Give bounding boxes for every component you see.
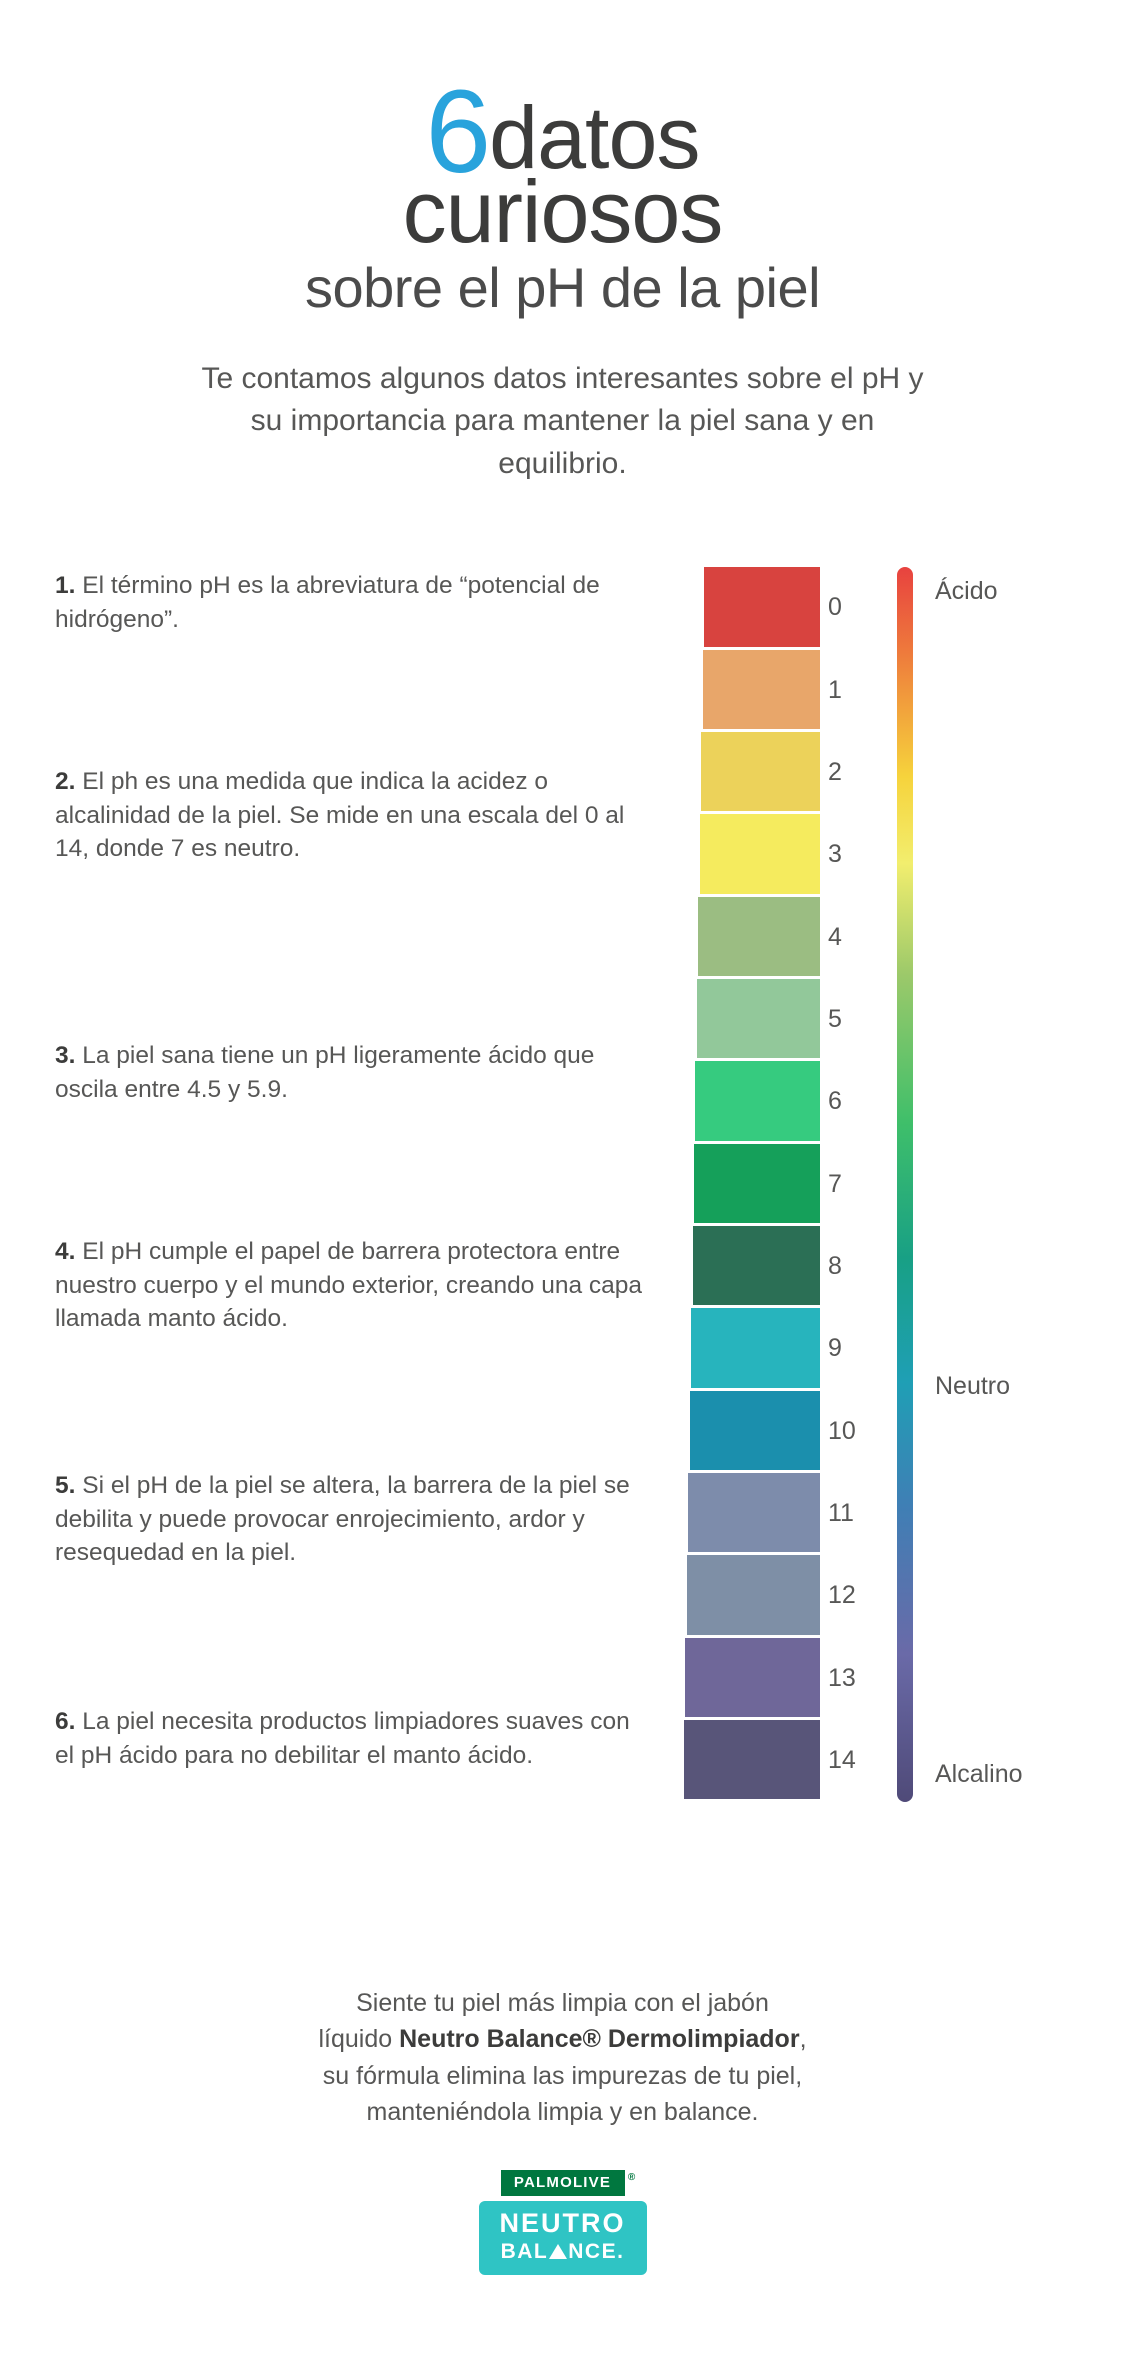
ph-band <box>701 732 820 814</box>
triangle-a-icon <box>549 2244 567 2259</box>
ph-color-strip <box>690 567 820 1802</box>
fact-item <box>55 1235 655 1335</box>
fact-item <box>55 1705 655 1772</box>
title-number: 6 <box>425 66 490 198</box>
title-word-datos: datos <box>489 88 700 187</box>
ph-band <box>694 1144 820 1226</box>
ph-side-labels <box>935 567 1115 1802</box>
ph-number-label: 0 <box>828 593 842 622</box>
palmolive-logo <box>501 2170 637 2196</box>
ph-number-label: 9 <box>828 1334 842 1363</box>
registered-mark: ® <box>627 2172 637 2183</box>
footer-paragraph <box>163 1985 963 2130</box>
ph-number-label: 4 <box>828 922 842 951</box>
fact-item <box>55 765 655 865</box>
ph-band <box>703 650 820 732</box>
balance-left: BAL <box>500 2240 549 2263</box>
ph-label-acido: Ácido <box>935 577 998 606</box>
neutro-balance-logo <box>479 2201 647 2275</box>
ph-number-label: 10 <box>828 1416 856 1445</box>
ph-number-label: 12 <box>828 1581 856 1610</box>
footer-line-4: manteniéndola limpia y en balance. <box>366 2097 759 2126</box>
footer-brand-name: Neutro Balance® Dermolimpiador <box>399 2025 800 2054</box>
fact-text: El término pH es la abreviatura de “potencial de hidrógeno”. <box>55 572 600 633</box>
ph-band <box>695 1061 820 1143</box>
footer-line-1: Siente tu piel más limpia con el jabón <box>356 1989 769 2017</box>
ph-label-neutro: Neutro <box>935 1372 1011 1401</box>
ph-number-label: 13 <box>828 1663 856 1692</box>
ph-number-label: 7 <box>828 1169 842 1198</box>
fact-item <box>55 1039 655 1106</box>
ph-band <box>704 567 820 649</box>
title-subtitle: sobre el pH de la piel <box>304 255 821 319</box>
palmolive-wordmark: PALMOLIVE <box>513 2174 612 2191</box>
ph-number-label: 1 <box>828 675 842 704</box>
fact-number: 2. <box>55 768 76 796</box>
ph-band <box>700 814 820 896</box>
ph-label-alcalino: Alcalino <box>935 1760 1023 1789</box>
fact-text: La piel sana tiene un pH ligeramente ácido que oscila entre 4.5 y 5.9. <box>55 1042 595 1103</box>
ph-number-label: 6 <box>828 1087 842 1116</box>
fact-text: La piel necesita productos limpiadores suaves con el pH ácido para no debilitar el manto ácido. <box>55 1708 630 1769</box>
ph-gradient-bar <box>897 567 913 1802</box>
fact-number: 1. <box>55 572 76 600</box>
page-title <box>0 66 1125 319</box>
fact-number: 5. <box>55 1472 76 1500</box>
brand-logo <box>479 2170 647 2275</box>
fact-text: El ph es una medida que indica la acidez o alcalinidad de la piel. Se mide en una escala del 0 al 14, donde 7 es neutro. <box>55 768 625 862</box>
ph-band <box>698 897 820 979</box>
fact-item <box>55 569 655 636</box>
ph-number-label: 11 <box>828 1499 854 1528</box>
footer-line-2-prefix: líquido <box>318 2025 400 2054</box>
ph-number-label: 5 <box>828 1005 842 1034</box>
ph-band <box>697 979 820 1061</box>
ph-number-label: 3 <box>828 840 842 869</box>
fact-text: El pH cumple el papel de barrera protectora entre nuestro cuerpo y el mundo exterior, creando una capa llamada manto ácido. <box>55 1238 643 1332</box>
header <box>0 0 1125 485</box>
ph-band <box>691 1308 820 1390</box>
fact-item <box>55 1469 655 1569</box>
ph-band <box>693 1226 820 1308</box>
ph-band <box>685 1638 820 1720</box>
balance-right: NCE. <box>568 2240 625 2263</box>
fact-text: Si el pH de la piel se altera, la barrera de la piel se debilita y puede provocar enrojecimiento, ardor y resequedad en la piel. <box>55 1472 630 1566</box>
footer-line-3: su fórmula elimina las impurezas de tu piel, <box>322 2061 803 2090</box>
ph-number-label: 2 <box>828 758 842 787</box>
ph-band <box>687 1555 820 1637</box>
content-area <box>0 547 1125 1847</box>
footer <box>0 1985 1125 2275</box>
footer-line-2-suffix: , <box>799 2025 807 2054</box>
title-word-curiosos: curiosos <box>402 161 723 261</box>
fact-number: 3. <box>55 1042 76 1070</box>
ph-band <box>688 1473 820 1555</box>
balance-wordmark <box>479 2239 647 2264</box>
neutro-wordmark: NEUTRO <box>499 2208 626 2238</box>
fact-number: 6. <box>55 1708 76 1736</box>
fact-number: 4. <box>55 1238 76 1266</box>
ph-number-label: 14 <box>828 1746 856 1775</box>
ph-band <box>690 1391 820 1473</box>
ph-number-label: 8 <box>828 1252 842 1281</box>
ph-scale-numbers <box>828 567 878 1802</box>
ph-band <box>684 1720 820 1802</box>
intro-paragraph: Te contamos algunos datos interesantes sobre el pH y su importancia para mantener la piel sana y en equilibrio. <box>201 361 924 480</box>
